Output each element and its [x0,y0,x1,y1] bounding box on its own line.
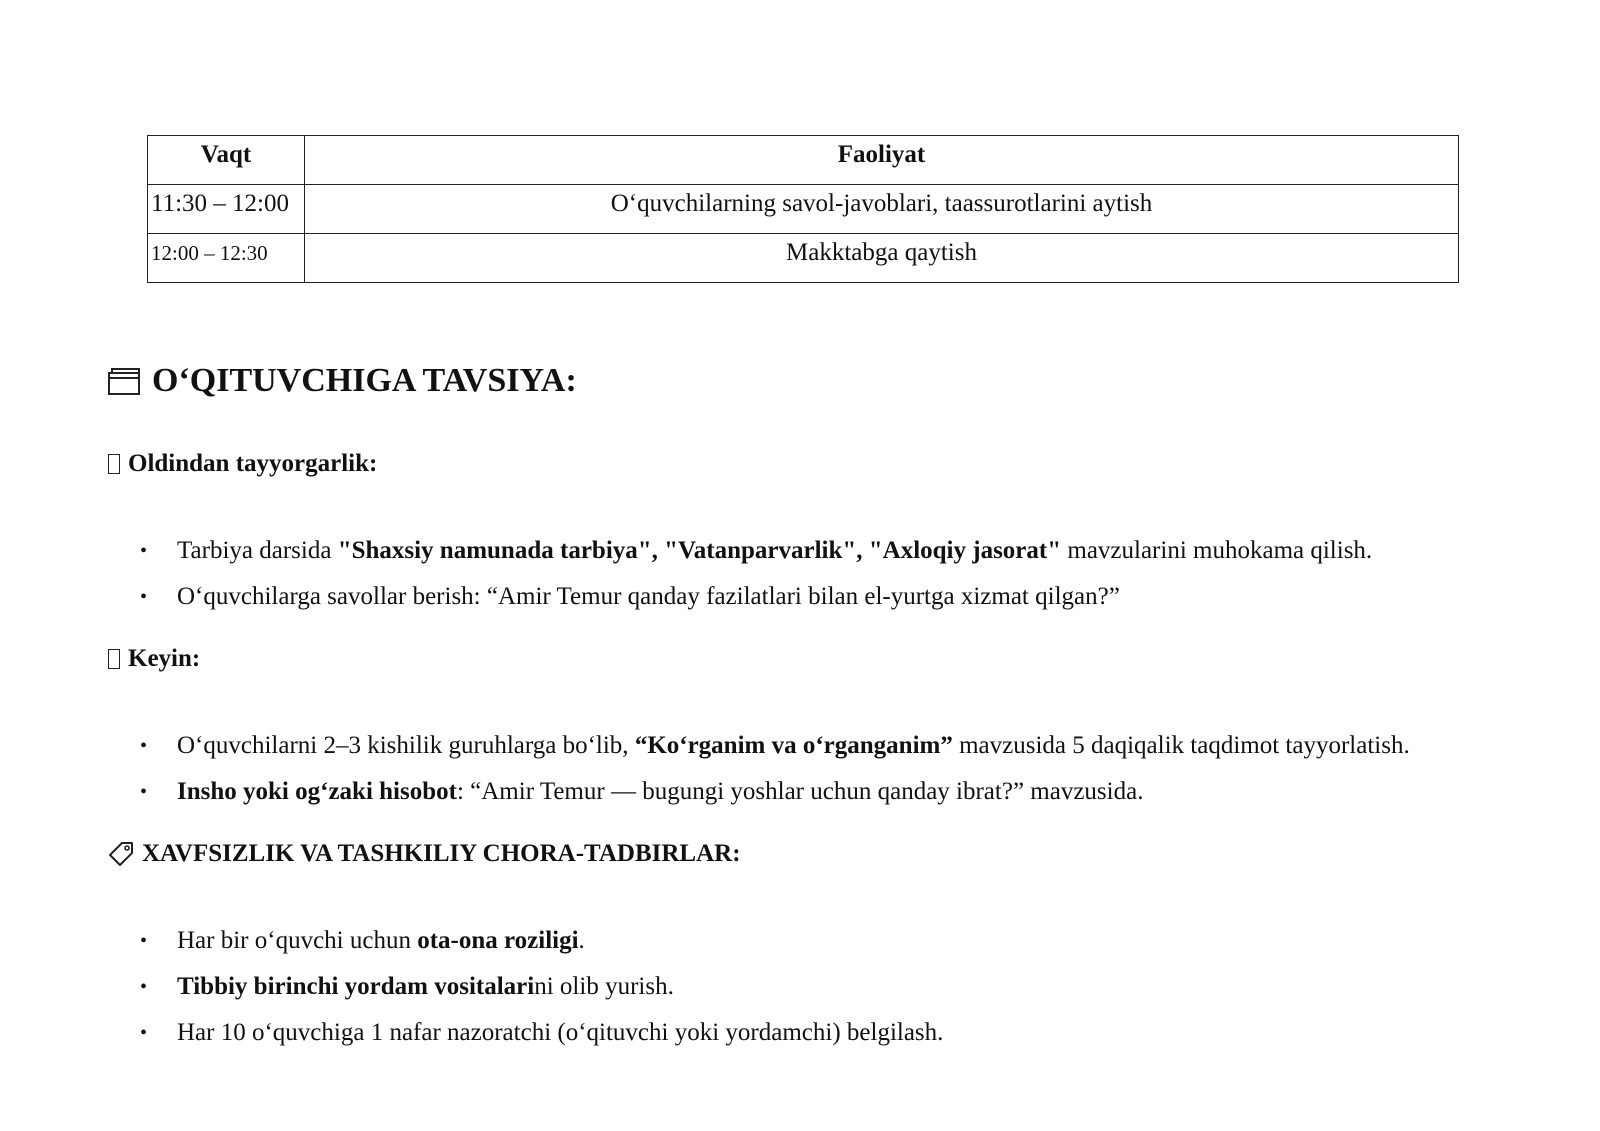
bold-text: Insho yoki og‘zaki hisobot [177,778,457,805]
text: ni olib yurish. [534,973,674,1000]
text: mavzusida 5 daqiqalik taqdimot tayyorlatish. [952,732,1410,759]
text: Tarbiya darsida [177,537,338,564]
header-activity: Faoliyat [305,136,1459,185]
recommend-title: O‘QITUVCHIGA TAVSIYA: [152,362,577,399]
bold-text: "Shaxsiy namunada tarbiya", "Vatanparvarlik", "Axloqiy jasorat" [337,537,1062,564]
bold-text: ota-ona roziligi [417,927,579,954]
after-heading [108,645,200,673]
after-title: Keyin: [128,645,201,672]
text: : “Amir Temur — bugungi yoshlar uchun qanday ibrat?” mavzusida. [456,778,1144,805]
list-item [140,723,1580,769]
schedule-table [147,135,1459,283]
before-list [140,528,1580,620]
missing-glyph-icon [108,454,120,474]
text: . [578,927,585,954]
text: Har bir o‘quvchi uchun [177,927,418,954]
safety-list [140,918,1580,1056]
row-activity: Makktabga qaytish [305,234,1459,283]
row-time: 12:00 – 12:30 [148,234,305,283]
missing-glyph-icon [108,649,120,669]
list-item [140,769,1580,815]
tag-icon [108,841,134,867]
text: O‘quvchilarga savollar berish: “Amir Temur qanday fazilatlari bilan el-yurtga xizmat qilgan?” [177,583,1120,610]
text: O‘quvchilarni 2–3 kishilik guruhlarga bo‘lib, [177,732,635,759]
table-header-row [148,136,1459,185]
row-time: 11:30 – 12:00 [148,185,305,234]
after-list [140,723,1580,815]
list-item [140,574,1580,620]
bold-text: Tibbiy birinchi yordam vositalari [177,973,535,1000]
row-activity: O‘quvchilarning savol-javoblari, taassurotlarini aytish [305,185,1459,234]
safety-title: XAVFSIZLIK VA TASHKILIY CHORA-TADBIRLAR: [142,840,741,867]
safety-heading [108,840,741,868]
list-item [140,1010,1580,1056]
header-time: Vaqt [148,136,305,185]
before-heading [108,450,377,478]
text: mavzularini muhokama qilish. [1061,537,1373,564]
recommend-heading [108,362,577,400]
before-title: Oldindan tayyorgarlik: [128,450,378,477]
list-item [140,918,1580,964]
folder-icon [108,366,142,396]
table-row [148,185,1459,234]
list-item [140,964,1580,1010]
bold-text: “Ko‘rganim va o‘rganganim” [634,732,953,759]
list-item [140,528,1580,574]
text: Har 10 o‘quvchiga 1 nafar nazoratchi (o‘qituvchi yoki yordamchi) belgilash. [177,1019,944,1046]
table-row [148,234,1459,283]
